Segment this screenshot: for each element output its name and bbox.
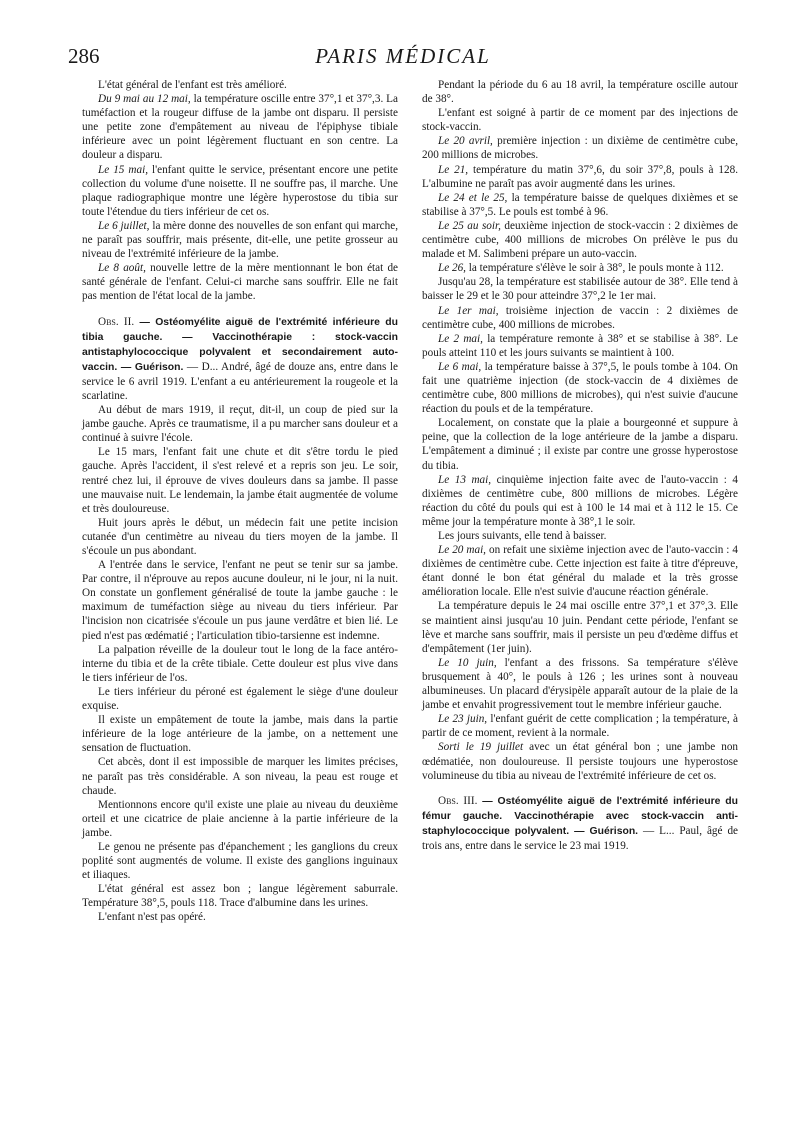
date-lead: Le 23 juin, <box>438 713 488 726</box>
date-lead: Le 6 mai, <box>438 360 482 373</box>
body-paragraph <box>82 403 398 445</box>
body-paragraph <box>422 712 738 740</box>
body-paragraph <box>422 416 738 472</box>
body-paragraph <box>82 219 398 261</box>
paragraph-text: Le genou ne présente pas d'épanchement ; les ganglions du creux poplité sont augmentés de volume. Il existe des ganglions inguinaux et iliaques. <box>82 840 398 882</box>
paragraph-text: la température s'élève le soir à 38°, le pouls monte à 112. <box>465 262 724 275</box>
paragraph-text: L'état général est assez bon ; langue légèrement saburrale. Température 38°,5, pouls 118. Trace d'albumine dans les urines. <box>82 883 398 910</box>
paragraph-text: L'état général de l'enfant est très amélioré. <box>98 79 287 91</box>
paragraph-text: la température oscille entre 37°,1 et 37°,3. La tuméfaction et la rougeur diffuse de la jambe ont disparu. Il persiste une petite zone d'empâtement au niveau de l'épiphyse tibiale inférieure avec un point légèrement fluctuant en son centre. La douleur a disparu. <box>82 93 398 162</box>
body-paragraph <box>422 332 738 360</box>
paragraph-text: l'enfant guérit de cette complication ; la température, à partir de ce moment, revient à la normale. <box>422 713 738 740</box>
journal-title: PARIS MÉDICAL <box>315 44 491 68</box>
paragraph-text: Il existe un empâtement de toute la jambe, mais dans la partie inférieure de la loge antérieure de la jambe, on a nettement une sensation de fluctuation. <box>82 714 398 755</box>
paragraph-text: L'enfant n'est pas opéré. <box>98 911 206 924</box>
date-lead: Le 6 juillet, <box>98 219 150 232</box>
paragraph-text: Au début de mars 1919, il reçut, dit-il, un coup de pied sur la jambe gauche. Après ce traumatisme, il a pu marcher sans douleur et a continué à suivre l'école. <box>82 404 398 445</box>
body-paragraph <box>422 473 738 529</box>
date-lead: Le 21, <box>438 163 469 176</box>
paragraph-text: La température depuis le 24 mai oscille entre 37°,1 et 37°,3. Elle se maintient ainsi jusqu'au 10 juin. Pendant cette période, l'enfant se lève et marche sans souffrir, mais il persiste un peu d'œdème diffus et d'empâtement (1er juin). <box>422 600 738 655</box>
date-lead: Le 20 avril, <box>438 135 493 148</box>
paragraph-text: l'enfant a des frissons. Sa température s'élève brusquement à 40°, le pouls à 126 ; les urines sont à nouveau albumineuses. Un placard d'érysipèle apparaît autour de la plaie de la jambe et envahit progressivement tout le membre inférieur gauche. <box>422 656 738 712</box>
paragraph-text: L'enfant est soigné à partir de ce moment par des injections de stock-vaccin. <box>422 107 738 134</box>
paragraph-text: Jusqu'au 28, la température est stabilisée autour de 38°. Elle tend à baisser le 29 et le 30 pour atteindre 37°,2 le 1er mai. <box>422 276 738 303</box>
page-number: 286 <box>68 44 100 68</box>
observation-label: Obs. III. <box>438 794 478 807</box>
paragraph-text: Localement, on constate que la plaie a bourgeonné et suppure à peine, que la collection de la loge antérieure de la jambe a disparu. L'empâtement a diminué ; il existe par contre une grosse hyperostose du tibia. <box>422 417 738 472</box>
date-lead: Le 10 juin, <box>438 656 497 669</box>
body-paragraph <box>82 755 398 797</box>
body-paragraph <box>82 713 398 755</box>
body-paragraph <box>82 840 398 882</box>
date-lead: Le 13 mai, <box>438 473 492 486</box>
paragraph-text: A l'entrée dans le service, l'enfant ne peut se tenir sur sa jambe. Par contre, il n'éprouve au repos aucune douleur, ni le jour, ni la nuit. On constate un gonflement généralisé de toute la jambe gauche : le maximum de tuméfaction siège au niveau du tiers inférieur. Par l'incision non cicatrisée s'écoule un pus jaune verdâtre et bien lié. Le pied n'est pas œdématié ; l'articulation tibio-tarsienne est indemne. <box>82 559 398 642</box>
date-lead: Le 15 mai, <box>98 163 148 176</box>
paragraph-text: avec un état général bon ; une jambe non œdématiée, non douloureuse. Il persiste toujours une hyperostose volumineuse du tibia au niveau de l'extrémité inférieure de cet os. <box>422 741 739 782</box>
paragraph-text: Les jours suivants, elle tend à baisser. <box>438 530 607 542</box>
body-paragraph <box>82 516 398 558</box>
observation-title: — Ostéomyélite aiguë de l'extrémité inférieure du fémur gauche. Vaccinothérapie avec stock-vaccin anti-staphylococcique polyvalent. — Guérison. <box>422 795 738 837</box>
paragraph-text: Mentionnons encore qu'il existe une plaie au niveau du deuxième orteil et une cicatrice de plaie ancienne à la partie inférieure de la jambe. <box>82 798 398 839</box>
paragraph-text: la mère donne des nouvelles de son enfant qui marche, ne paraît pas souffrir, mais présente, dit-elle, une petite grosseur au niveau de l'extrémité inférieure de la jambe. <box>82 219 398 261</box>
body-paragraph <box>422 529 738 543</box>
paragraph-text: Cet abcès, dont il est impossible de marquer les limites précises, ne paraît pas très considérable. A son niveau, la peau est rouge et chaude. <box>82 756 398 797</box>
date-lead: Le 20 mai, <box>438 544 486 557</box>
paragraph-text: température du matin 37°,6, du soir 37°,8, pouls à 128. L'albumine ne paraît pas avoir augmenté dans les urines. <box>422 163 738 190</box>
date-lead: Le 2 mai, <box>438 332 483 345</box>
paragraph-text: troisième injection de vaccin : 2 dixièmes de centimètre cube, 400 millions de microbes. <box>422 304 738 331</box>
date-lead: Sorti le 19 juillet <box>438 741 524 754</box>
body-paragraph <box>422 78 738 106</box>
observation-title: — Ostéomyélite aiguë de l'extrémité inférieure du tibia gauche. — Vaccinothérapie : stock-vaccin antistaphylococcique polyvalent et secondairement auto-vaccin. — Guérison. <box>82 316 398 373</box>
body-paragraph <box>422 656 738 712</box>
date-lead: Le 25 au soir, <box>438 219 501 232</box>
body-paragraph <box>82 685 398 713</box>
body-paragraph <box>82 643 398 685</box>
body-paragraph <box>82 910 398 924</box>
date-lead: Du 9 mai au 12 mai, <box>98 93 191 106</box>
paragraph-text: la température baisse à 37°,5, le pouls tombe à 104. On fait une quatrième injection (de stock-vaccin de 4 dixièmes de centimètre cube, 800 millions de microbes), qui n'est suivie d'aucune réaction du pouls et de la température. <box>422 360 738 416</box>
paragraph-text: — D... André, âgé de douze ans, entre dans le service le 6 avril 1919. L'enfant a eu antérieurement la rougeole et la scarlatine. <box>82 360 398 402</box>
body-paragraph <box>422 360 738 416</box>
paragraph-text: on refait une sixième injection avec de l'auto-vaccin : 4 dixièmes de centimètre cube. Cette injection est faite à titre d'épreuve, étant donné le bon état général du malade et la très grosse amélioration locale. Elle n'est suivie d'aucune réaction générale. <box>422 544 739 599</box>
paragraph-text: — L... Paul, âgé de trois ans, entre dans le service le 23 mai 1919. <box>422 824 739 852</box>
paragraph-text: la température baisse de quelques dixièmes et se stabilise à 37°,5. Le pouls est tombé à 96. <box>422 191 738 218</box>
body-paragraph <box>422 261 738 275</box>
paragraph-text: La palpation réveille de la douleur tout le long de la face antéro-interne du tibia et de la crête tibiale. Cette douleur est plus vive dans le tiers inférieur de l'os. <box>82 643 398 684</box>
paragraph-text: Le 15 mars, l'enfant fait une chute et dit s'être tordu le pied gauche. Après l'accident, il s'est relevé et a repris son jeu. Le soir, rentré chez lui, il éprouve de vives douleurs dans sa jambe. Il passe une mauvaise nuit. Le lendemain, la jambe était augmentée de volume et très douloureuse. <box>82 446 398 515</box>
date-lead: Le 8 août, <box>98 262 146 275</box>
body-paragraph <box>82 445 398 515</box>
right-column <box>422 78 738 853</box>
body-paragraph <box>82 92 398 162</box>
observation-heading-paragraph <box>422 794 738 853</box>
paragraph-text: première injection : un dixième de centimètre cube, 200 millions de microbes. <box>422 135 738 162</box>
body-paragraph <box>82 261 398 303</box>
paragraph-text: Le tiers inférieur du péroné est également le siège d'une douleur exquise. <box>82 685 398 713</box>
body-paragraph <box>422 543 738 599</box>
paragraph-text: Pendant la période du 6 au 18 avril, la température oscille autour de 38°. <box>422 79 738 106</box>
date-lead: Le 1er mai, <box>438 304 499 317</box>
body-paragraph <box>422 304 738 332</box>
paragraph-text: deuxième injection de stock-vaccin : 2 dixièmes de centimètre cube, 400 millions de microbes On prélève le pus du malade et M. Salimbeni prépare un auto-vaccin. <box>422 219 738 261</box>
body-paragraph <box>422 163 738 191</box>
body-paragraph <box>422 106 738 134</box>
paragraph-text: nouvelle lettre de la mère mentionnant le bon état de santé générale de l'enfant. Celui-ci marche sans souffrir. Elle ne fait pas mention de l'état local de la jambe. <box>82 262 399 303</box>
observation-heading-paragraph <box>82 315 398 404</box>
body-paragraph <box>422 275 738 303</box>
body-paragraph <box>422 740 738 782</box>
body-paragraph <box>82 78 398 92</box>
paragraph-text: Huit jours après le début, un médecin fait une petite incision cutanée d'un centimètre au niveau du tiers moyen de la jambe. Il s'écoule un pus abondant. <box>82 516 398 557</box>
body-paragraph <box>422 599 738 655</box>
paragraph-text: cinquième injection faite avec de l'auto-vaccin : 4 dixièmes de centimètre cube, 800 millions de microbes. Légère réaction du côté du pouls qui est à 100 le 14 mai et à 112 le 15. Ce même jour la température monte à 38°,1 le soir. <box>422 473 739 528</box>
body-paragraph <box>82 798 398 840</box>
left-column <box>82 78 398 925</box>
body-paragraph <box>422 134 738 162</box>
date-lead: Le 24 et le 25, <box>438 191 508 204</box>
body-paragraph <box>82 163 398 219</box>
paragraph-text: la température remonte à 38° et se stabilise à 38°. Le pouls atteint 110 et les jours suivants se maintient à 100. <box>422 332 739 359</box>
body-paragraph <box>422 219 738 261</box>
paragraph-text: l'enfant quitte le service, présentant encore une petite collection du volume d'une noisette. Il ne souffre pas, il marche. Une plaque radiographique montre une légère hyperostose du tibia sur toute l'étendue du tiers inférieur de cet os. <box>82 163 398 218</box>
page-header <box>68 44 738 70</box>
date-lead: Le 26, <box>438 262 466 275</box>
body-paragraph <box>82 882 398 910</box>
observation-label: Obs. II. <box>98 315 135 328</box>
body-paragraph <box>82 558 398 643</box>
body-paragraph <box>422 191 738 219</box>
